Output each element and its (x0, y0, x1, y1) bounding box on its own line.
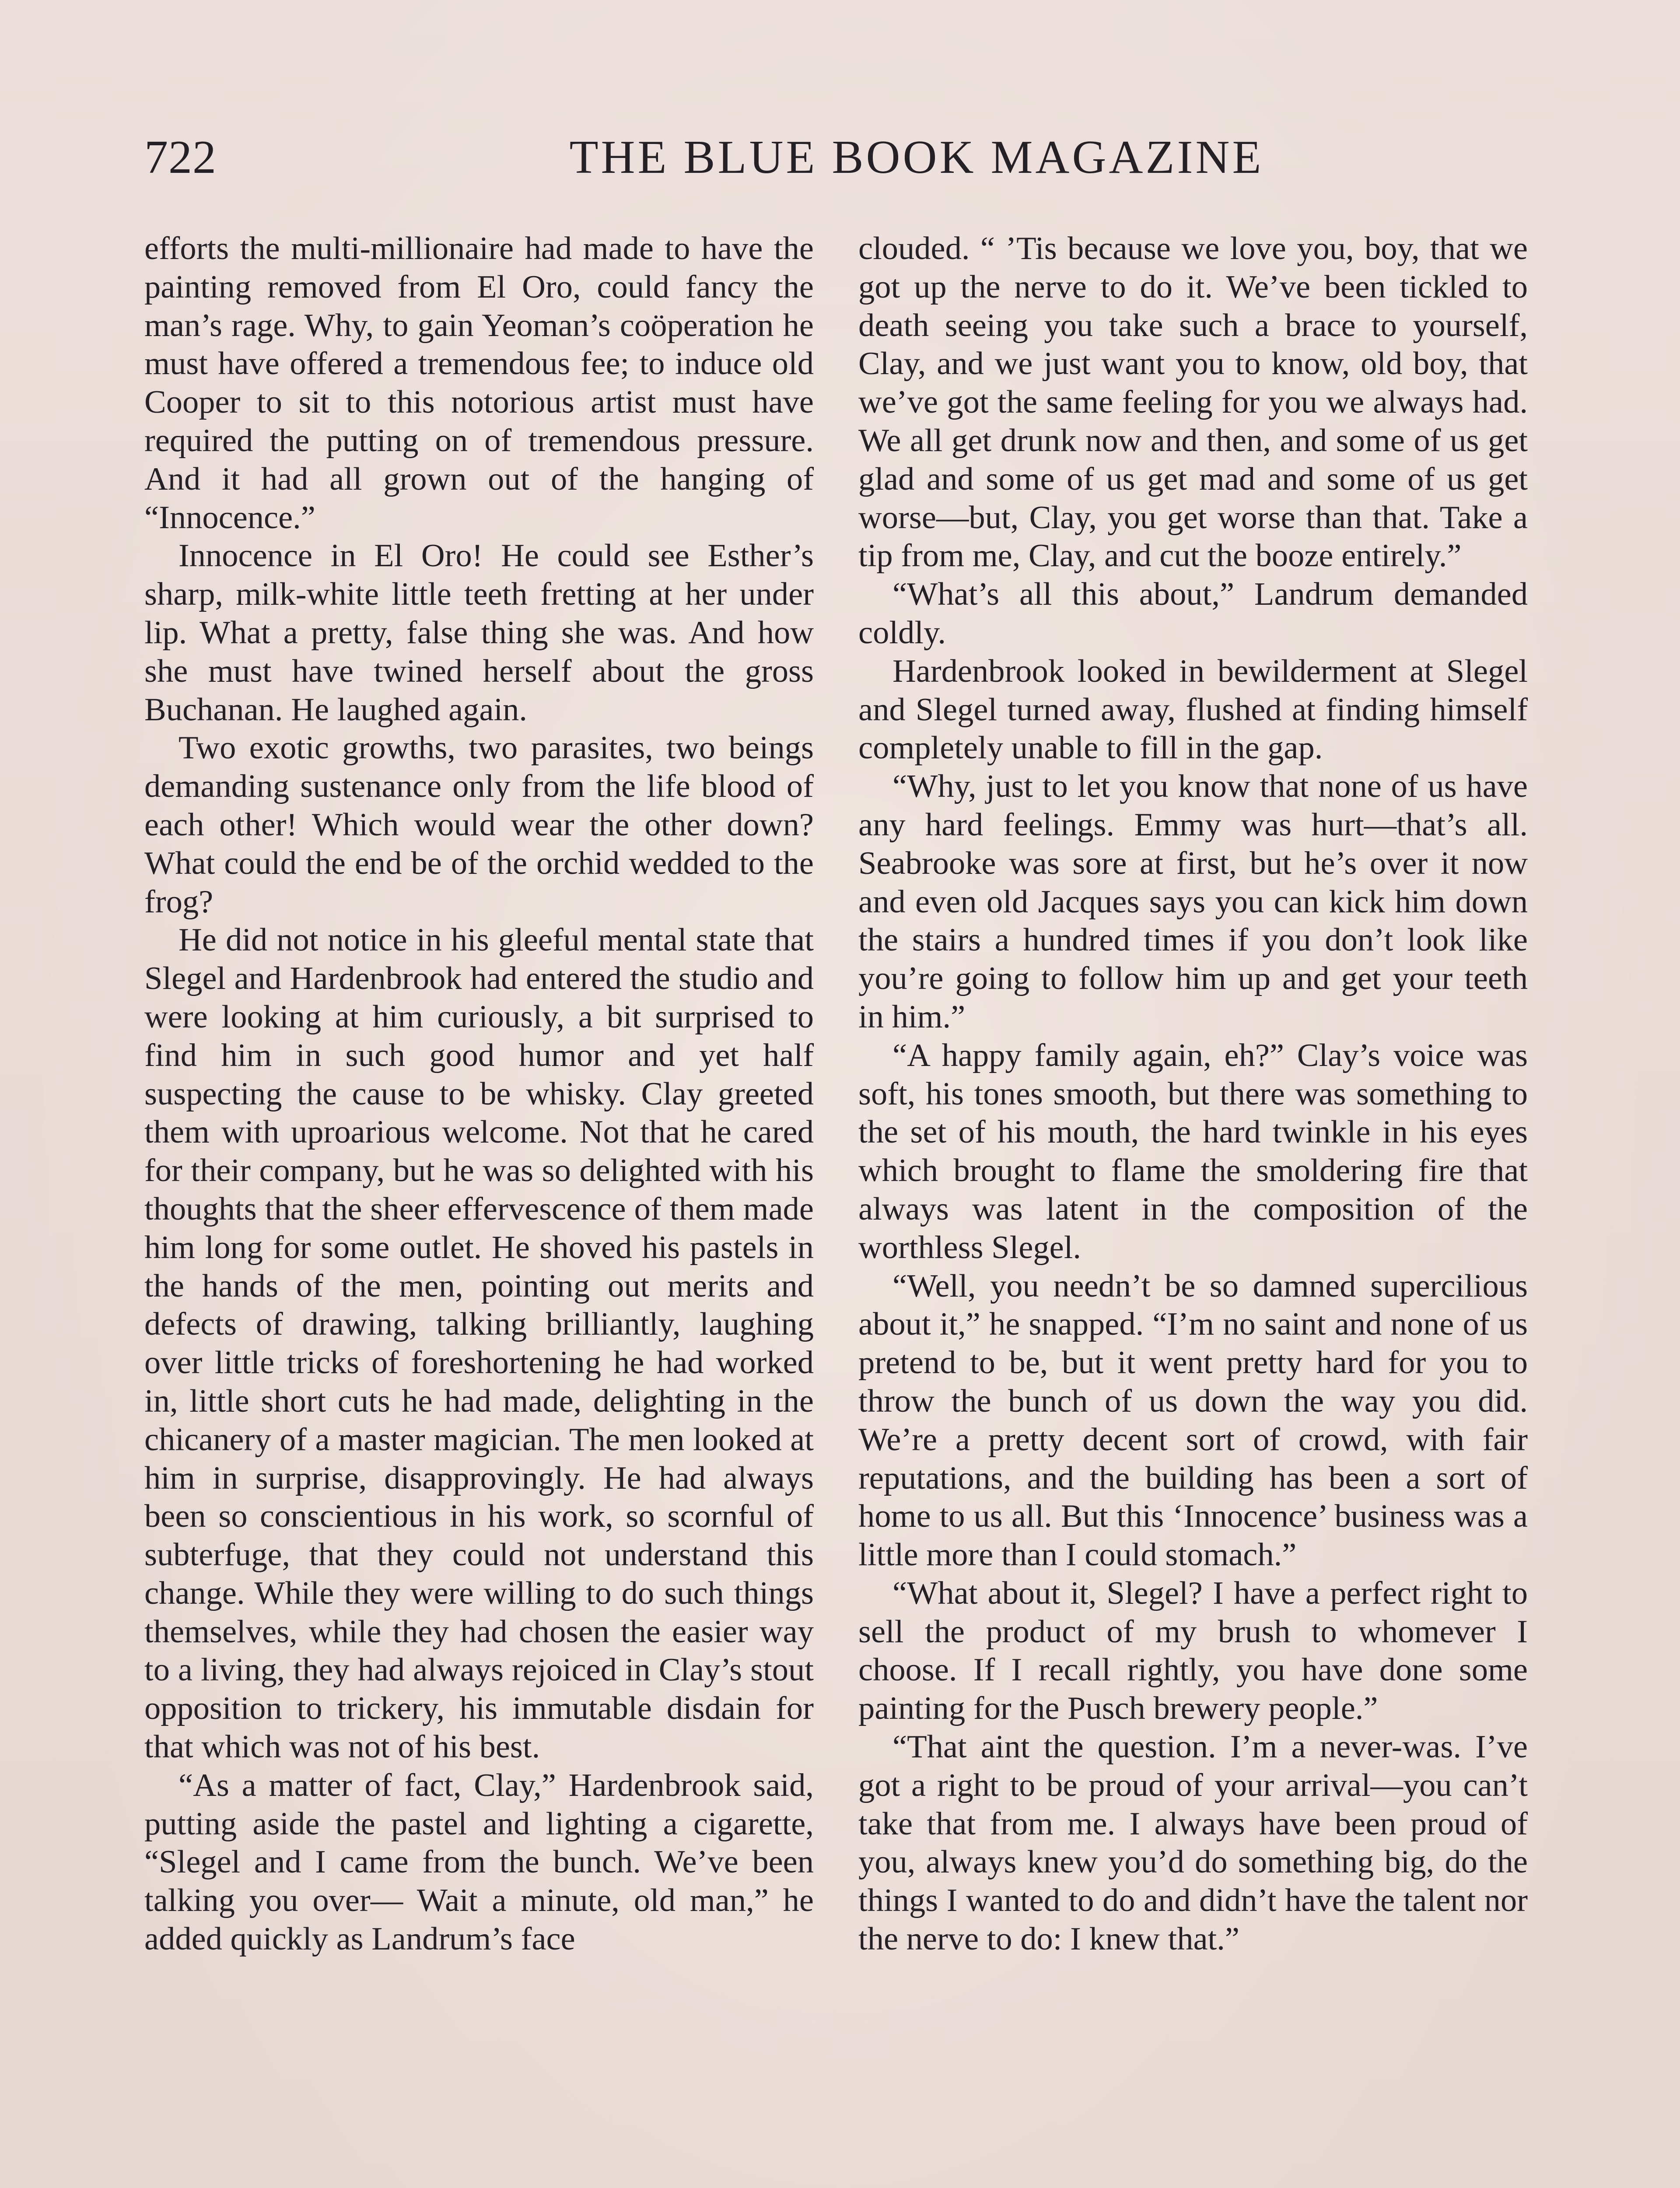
paragraph: Innocence in El Oro! He could see Esther’s sharp, milk-white little teeth fretting at her under lip. What a pretty, false thing she was. And how she must have twined herself about the gross Buchanan. He laughed again. (144, 538, 814, 728)
paragraph: “Well, you needn’t be so damned supercilious about it,” he snapped. “I’m no saint and none of us pretend to be, but it went pretty hard for you to throw the bunch of us down the way you did. We’re a pretty decent sort of crowd, with fair reputations, and the building has been a sort of home to us all. But this ‘Innocence’ business was a little more than I could stomach.” (858, 1268, 1528, 1573)
paragraph: “What about it, Slegel? I have a perfect right to sell the product of my brush to whomever I choose. If I recall rightly, you have done some painting for the Pusch brewery people.” (858, 1575, 1528, 1727)
paragraph: “Why, just to let you know that none of us have any hard feelings. Emmy was hurt—that’s all. Seabrooke was sore at first, but he’s over it now and even old Jacques says you can kick him down the stairs a hundred times if you don’t look like you’re going to follow him up and get your teeth in him.” (858, 768, 1528, 1035)
paragraph: Two exotic growths, two parasites, two beings demanding sustenance only from the life blood of each other! Which would wear the other down? What could the end be of the orchid wedded to the frog? (144, 730, 814, 920)
page-header (144, 127, 1544, 188)
paragraph: efforts the multi-millionaire had made to have the painting removed from El Oro, could fancy the man’s rage. Why, to gain Yeoman’s coöperation he must have offered a tremendous fee; to induce old Cooper to sit to this notorious artist must have required the putting on of tremendous pressure. And it had all grown out of the hanging of “Innocence.” (144, 231, 814, 536)
right-column (858, 230, 1528, 1959)
paragraph: “A happy family again, eh?” Clay’s voice was soft, his tones smooth, but there was something to the set of his mouth, the hard twinkle in his eyes which brought to flame the smoldering fire that always was latent in the composition of the worthless Slegel. (858, 1037, 1528, 1266)
running-title: THE BLUE BOOK MAGAZINE (569, 131, 1264, 183)
paragraph: “What’s all this about,” Landrum demanded coldly. (858, 576, 1528, 651)
left-column (144, 230, 814, 1959)
paragraph: He did not notice in his gleeful mental state that Slegel and Hardenbrook had entered the studio and were looking at him curiously, a bit surprised to find him in such good humor and yet half suspecting the cause to be whisky. Clay greeted them with uproarious welcome. Not that he cared for their company, but he was so delighted with his thoughts that the sheer effervescence of them made him long for some outlet. He shoved his pastels in the hands of the men, pointing out merits and defects of drawing, talking brilliantly, laughing over little tricks of foreshortening he had worked in, little short cuts he had made, delighting in the chicanery of a master magician. The men looked at him in surprise, disapprovingly. He had always been so conscientious in his work, so scornful of subterfuge, that they could not understand this change. While they were willing to do such things themselves, while they had chosen the easier way to a living, they had always rejoiced in Clay’s stout opposition to trickery, his immutable disdain for that which was not of his best. (144, 922, 814, 1765)
paragraph: Hardenbrook looked in bewilderment at Slegel and Slegel turned away, flushed at finding himself completely unable to fill in the gap. (858, 653, 1528, 766)
paragraph: “That aint the question. I’m a never-was. I’ve got a right to be proud of your arrival—you can’t take that from me. I always have been proud of you, always knew you’d do something big, do the things I wanted to do and didn’t have the talent nor the nerve to do: I knew that.” (858, 1729, 1528, 1957)
paragraph: clouded. “ ’Tis because we love you, boy, that we got up the nerve to do it. We’ve been tickled to death seeing you take such a brace to yourself, Clay, and we just want you to know, old boy, that we’ve got the same feeling for you we always had. We all get drunk now and then, and some of us get glad and some of us get mad and some of us get worse—but, Clay, you get worse than that. Take a tip from me, Clay, and cut the booze entirely.” (858, 231, 1528, 574)
page-number: 722 (144, 131, 217, 183)
paragraph: “As a matter of fact, Clay,” Hardenbrook said, putting aside the pastel and lighting a cigarette, “Slegel and I came from the bunch. We’ve been talking you over— Wait a minute, old man,” he added quickly as Landrum’s face (144, 1767, 814, 1957)
